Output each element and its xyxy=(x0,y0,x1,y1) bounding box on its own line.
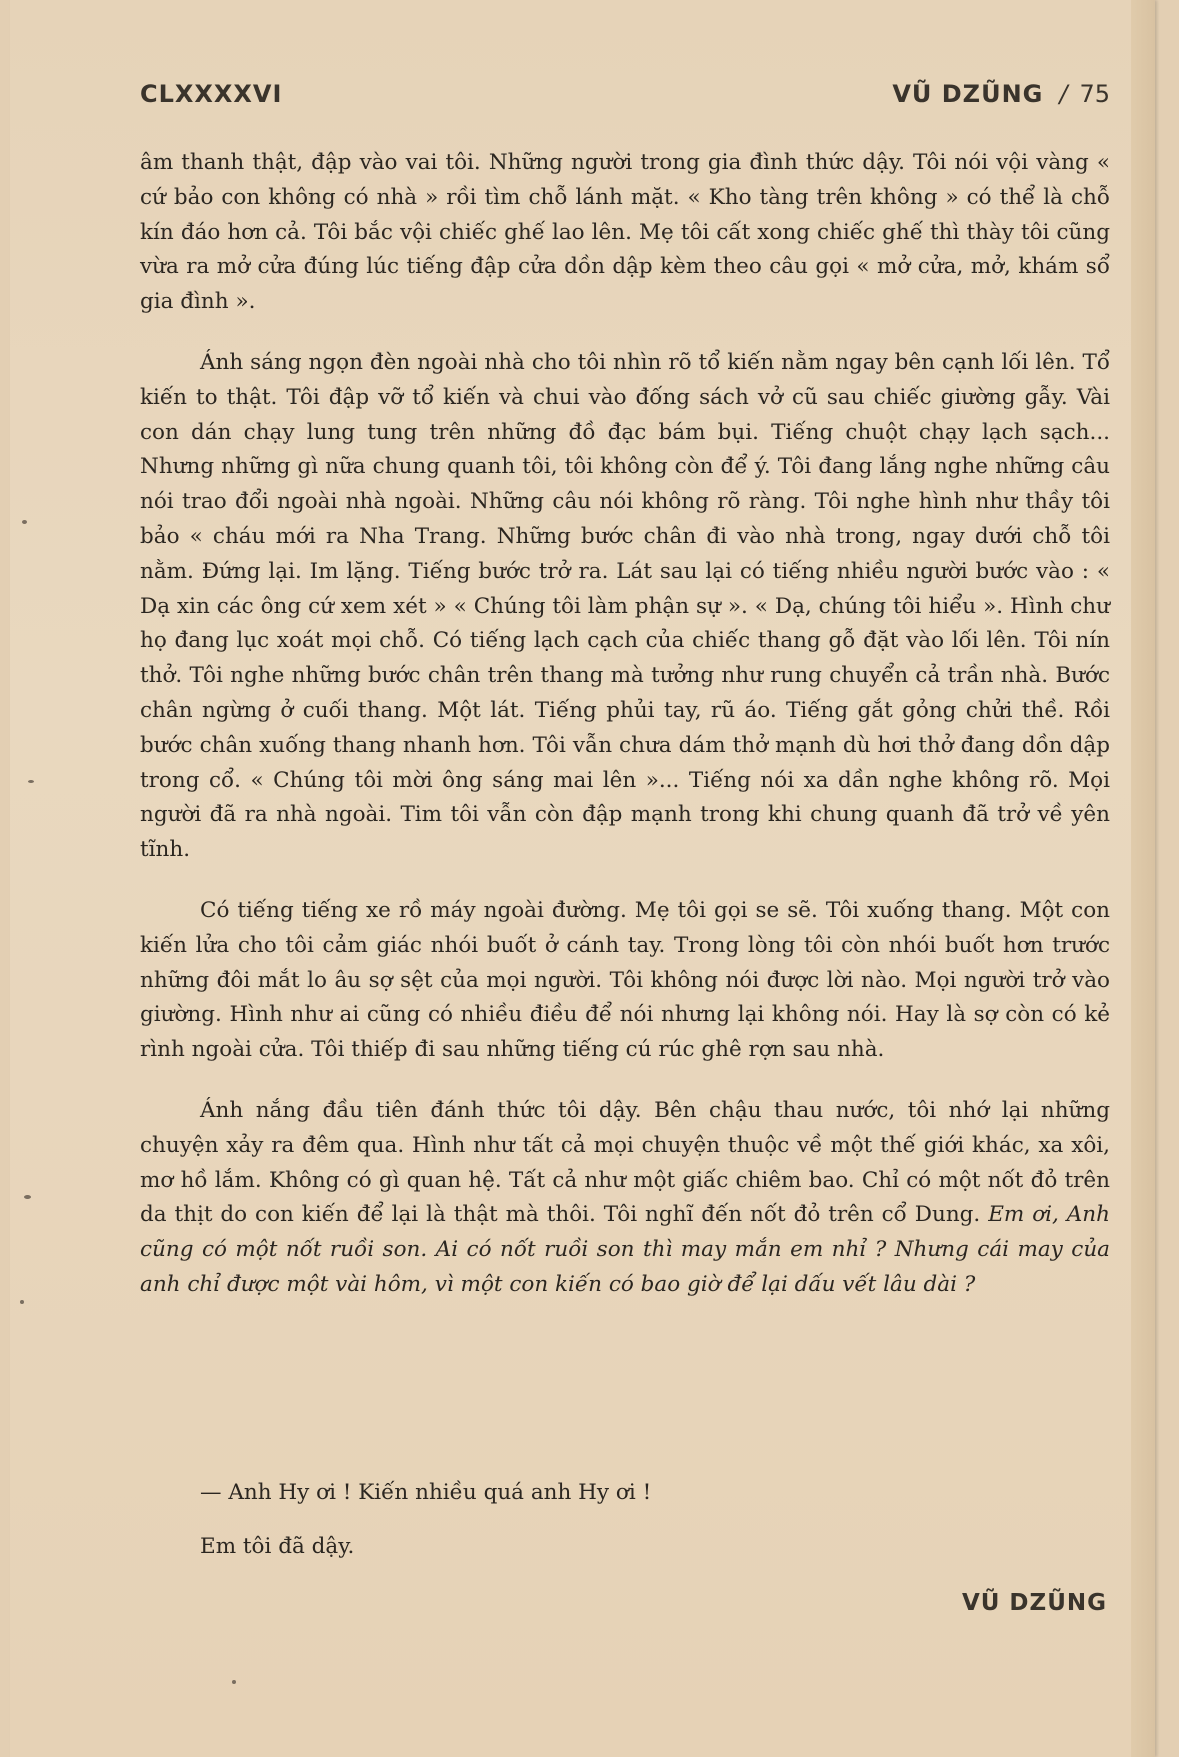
paragraph-2: Ánh sáng ngọn đèn ngoài nhà cho tôi nhìn rõ tổ kiến nằm ngay bên cạnh lối lên. Tổ kiến to thật. Tôi đập vỡ tổ kiến và chui vào đống sách vở cũ sau chiếc giường gẫy. Vài con dán chạy lung tung trên những đồ đạc bám bụi. Tiếng chuột chạy lạch sạch... Nhưng những gì nữa chung quanh tôi, tôi không còn để ý. Tôi đang lắng nghe những câu nói trao đổi ngoài nhà ngoài. Những câu nói không rõ ràng. Tôi nghe hình như thầy tôi bảo « cháu mới ra Nha Trang. Những bước chân đi vào nhà trong, ngay dưới chỗ tôi nằm. Đứng lại. Im lặng. Tiếng bước trở ra. Lát sau lại có tiếng nhiều người bước vào : « Dạ xin các ông cứ xem xét » « Chúng tôi làm phận sự ». « Dạ, chúng tôi hiểu ». Hình chư họ đang lục xoát mọi chỗ. Có tiếng lạch cạch của chiếc thang gỗ đặt vào lối lên. Tôi nín thở. Tôi nghe những bước chân trên thang mà tưởng như rung chuyển cả trần nhà. Bước chân ngừng ở cuối thang. Một lát. Tiếng phủi tay, rũ áo. Tiếng gắt gỏng chửi thề. Rồi bước chân xuống thang nhanh hơn. Tôi vẫn chưa dám thở mạnh dù hơi thở đang dồn dập trong cổ. « Chúng tôi mời ông sáng mai lên »... Tiếng nói xa dần nghe không rõ. Mọi người đã ra nhà ngoài. Tim tôi vẫn còn đập mạnh trong khi chung quanh đã trở về yên tĩnh. xyxy=(140,349,1110,863)
dialogue-line-1: — Anh Hy ơi ! Kiến nhiều quá anh Hy ơi ! xyxy=(200,1480,652,1505)
chapter-numeral: CLXXXXVI xyxy=(140,80,283,108)
dialogue-block xyxy=(200,1476,651,1584)
running-header xyxy=(140,80,1110,120)
paper-speck xyxy=(20,1300,24,1304)
header-separator: / xyxy=(1059,80,1068,108)
paragraph-3: Có tiếng tiếng xe rồ máy ngoài đường. Mẹ tôi gọi se sẽ. Tôi xuống thang. Một con kiến lửa cho tôi cảm giác nhói buốt ở cánh tay. Trong lòng tôi còn nhói buốt hơn trước những đôi mắt lo âu sợ sệt của mọi người. Tôi không nói được lời nào. Mọi người trở vào giường. Hình như ai cũng có nhiều điều để nói nhưng lại không nói. Hay là sợ còn có kẻ rình ngoài cửa. Tôi thiếp đi sau những tiếng cú rúc ghê rợn sau nhà. xyxy=(140,897,1110,1063)
paragraph-1: âm thanh thật, đập vào vai tôi. Những người trong gia đình thức dậy. Tôi nói vội vàng « cứ bảo con không có nhà » rồi tìm chỗ lánh mặt. « Kho tàng trên không » có thể là chỗ kín đáo hơn cả. Tôi bắc vội chiếc ghế lao lên. Mẹ tôi cất xong chiếc ghế thì thày tôi cũng vừa ra mở cửa đúng lúc tiếng đập cửa dồn dập kèm theo câu gọi « mở cửa, mở, khám sổ gia đình ». xyxy=(140,150,1110,315)
page-number: 75 xyxy=(1079,80,1110,108)
paragraph-4 xyxy=(140,1094,1110,1303)
header-author-page xyxy=(892,80,1110,108)
paper-speck xyxy=(28,780,34,783)
paper-speck xyxy=(22,520,27,524)
paper-speck xyxy=(24,1195,31,1199)
paragraph-4-text: Ánh nắng đầu tiên đánh thức tôi dậy. Bên chậu thau nước, tôi nhớ lại những chuyện xảy ra đêm qua. Hình như tất cả mọi chuyện thuộc về một thế giới khác, xa xôi, mơ hồ lắm. Không có gì quan hệ. Tất cả như một giấc chiêm bao. Chỉ có một nốt đỏ trên da thịt do con kiến để lại là thật mà thôi. Tôi nghĩ đến nốt đỏ trên cổ Dung. xyxy=(140,1097,1110,1228)
paragraph-4-italic: Em ơi, Anh cũng có một nốt ruồi son. Ai có nốt ruồi son thì may mắn em nhỉ ? Nhưng cái may của anh chỉ được một vài hôm, vì một con kiến có bao giờ để lại dấu vết lâu dài ? xyxy=(140,1202,1110,1297)
author-signature: VŨ DZŨNG xyxy=(961,1590,1107,1616)
paper-speck xyxy=(232,1680,236,1684)
article-body xyxy=(140,146,1110,1303)
header-author: VŨ DZŨNG xyxy=(892,80,1044,108)
page-edge xyxy=(1131,0,1155,1757)
dialogue-line-2: Em tôi đã dậy. xyxy=(200,1534,355,1559)
